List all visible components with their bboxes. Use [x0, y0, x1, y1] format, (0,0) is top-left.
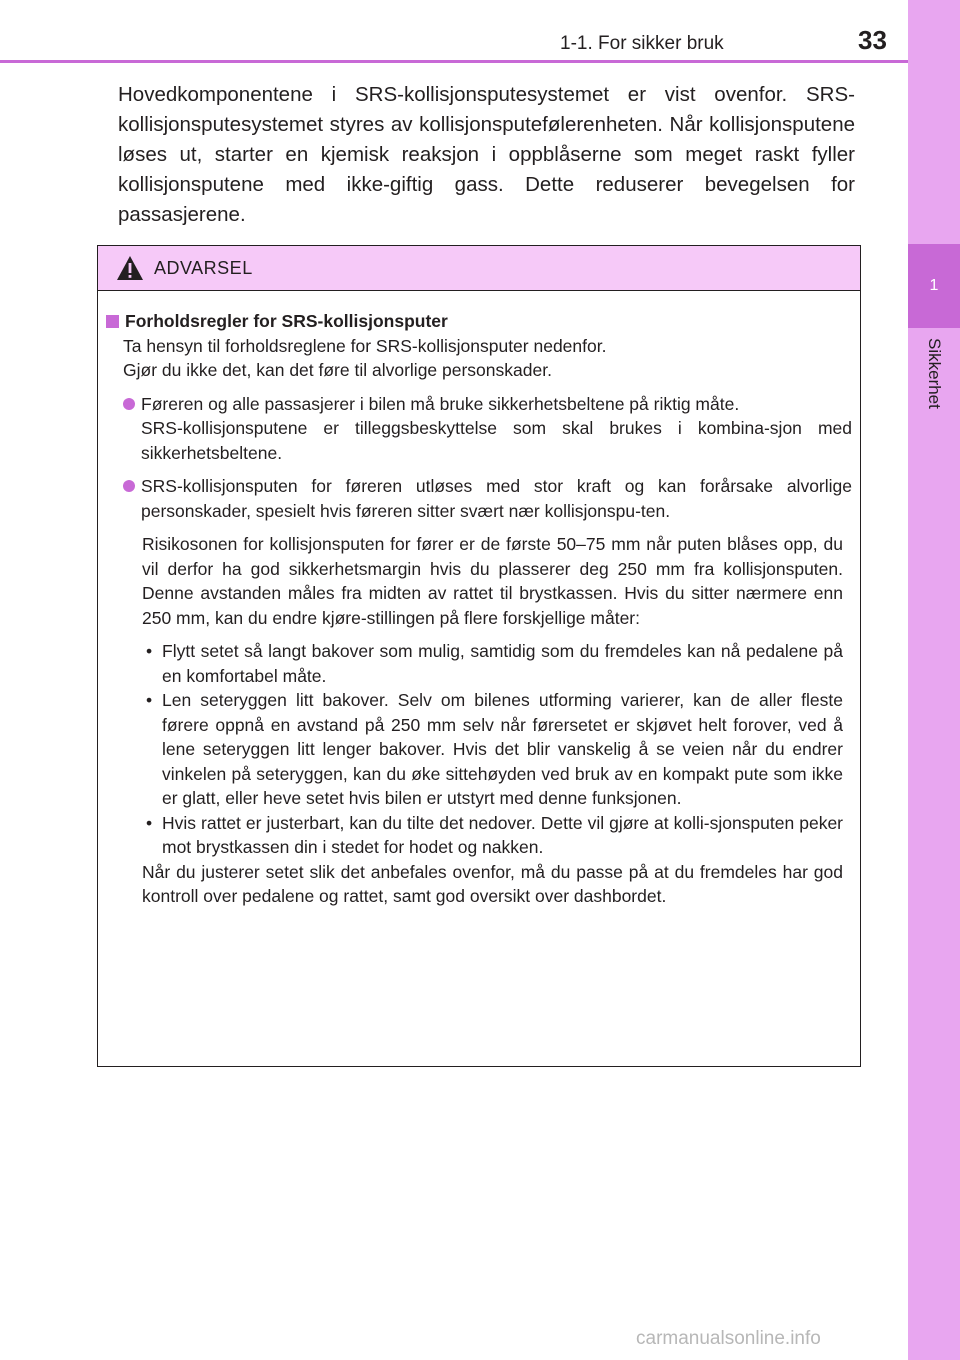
circle-bullet-icon	[123, 480, 135, 492]
bullet-2-text: SRS-kollisjonsputen for føreren utløses med stor kraft og kan forårsake alvorlige personskader, spesielt hvis føreren sitter svært nær kollisjonspu-ten.	[141, 476, 852, 521]
list-item	[142, 688, 843, 811]
list-item	[142, 811, 843, 860]
adjustment-list	[106, 639, 852, 860]
warning-title: ADVARSEL	[154, 257, 253, 278]
chapter-number: 1	[908, 244, 960, 328]
circle-bullet-icon	[123, 398, 135, 410]
warning-body	[98, 291, 860, 909]
watermark: carmanualsonline.info	[636, 1328, 821, 1349]
lead-text-2: Gjør du ikke det, kan det føre til alvorlige personskader.	[123, 360, 552, 380]
warning-header	[98, 246, 860, 291]
square-bullet-icon	[106, 315, 119, 328]
intro-paragraph: Hovedkomponentene i SRS-kollisjonsputesystemet er vist ovenfor. SRS-kollisjonsputesystemet styres av kollisjonsputefølerenheten. Når kollisjonsputene løses ut, starter en kjemisk reaksjon i oppblåserne som meget raskt fyller kollisjonsputene med ikke-giftig gass. Dette reduserer bevegelsen for passasjerene.	[118, 83, 855, 226]
warning-subheading	[106, 309, 852, 334]
side-tab-strip	[908, 0, 960, 1360]
list-item-text: Len seteryggen litt bakover. Selv om bilenes utforming varierer, kan de aller fleste førere oppnå en avstand på 250 mm selv når førersetet er skjøvet helt forover, ved å lene seteryggen litt lenger bakover. Hvis det blir vanskelig å se veien når du endrer vinkelen på seteryggen, kan du øke sittehøyden ved bruk av en kompakt pute som ikke er glatt, eller heve setet hvis bilen er utstyrt med denne funksjonen.	[162, 690, 843, 808]
risk-zone-paragraph: Risikosonen for kollisjonsputen for fører er de første 50–75 mm når puten blåses opp, du vil derfor ha god sikkerhetsmargin hvis du plasserer deg 250 mm fra kollisjonsputen. Denne avstanden måles fra midten av rattet til brystkassen. Hvis du sitter nærmere enn 250 mm, kan du endre kjøre-stillingen på flere forskjellige måter:	[142, 534, 843, 628]
list-marker: •	[146, 641, 153, 661]
bullet-point-1	[106, 392, 852, 466]
list-marker: •	[146, 690, 153, 710]
page-number: 33	[858, 25, 887, 55]
warning-triangle-icon	[116, 255, 144, 281]
bullet-1-text-a: Føreren og alle passasjerer i bilen må bruke sikkerhetsbeltene på riktig måte.	[141, 393, 740, 414]
warning-box	[97, 245, 861, 1067]
bullet-1-text-b: SRS-kollisjonsputene er tilleggsbeskyttelse som skal brukes i kombina-sjon med sikkerhetsbeltene.	[141, 418, 852, 463]
warning-heading: Forholdsregler for SRS-kollisjonsputer	[125, 311, 448, 331]
closing-paragraph: Når du justerer setet slik det anbefales ovenfor, må du passe på at du fremdeles har god kontroll over pedalene og rattet, samt god oversikt over dashbordet.	[142, 861, 843, 906]
list-item	[142, 639, 843, 688]
list-marker: •	[146, 812, 153, 833]
lead-text-1: Ta hensyn til forholdsreglene for SRS-kollisjonsputer nedenfor.	[123, 335, 607, 356]
chapter-label: Sikkerhet	[925, 338, 944, 409]
bullet-point-2	[106, 474, 852, 523]
list-item-text: Flytt setet så langt bakover som mulig, samtidig som du fremdeles kan nå pedalene på en komfortabel måte.	[162, 641, 843, 686]
section-title: 1-1. For sikker bruk	[560, 33, 724, 54]
header-rule	[0, 60, 908, 63]
list-item-text: Hvis rattet er justerbart, kan du tilte det nedover. Dette vil gjøre at kolli-sjonsputen peker mot brystkassen din i stedet for hodet og nakken.	[162, 812, 843, 857]
